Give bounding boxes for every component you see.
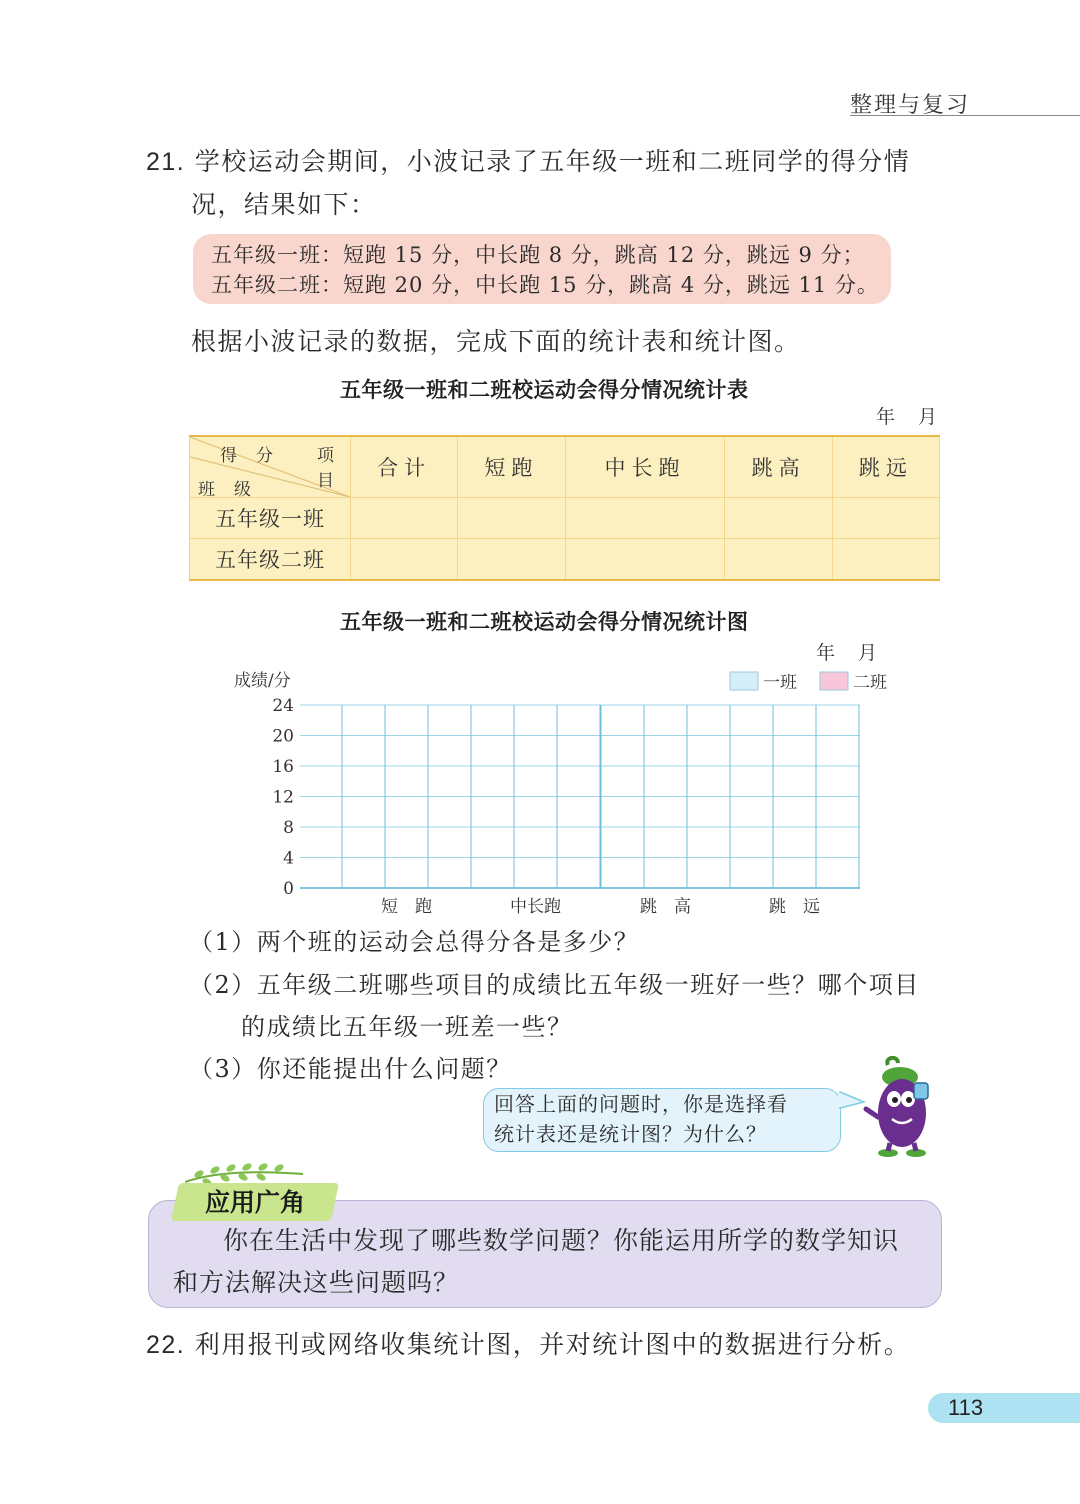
x-tick-label: 跳 远 [769,897,820,917]
speech-bubble [483,1088,841,1152]
table-cell[interactable] [458,539,565,581]
bar-chart [220,660,920,922]
table-title: 五年级一班和二班校运动会得分情况统计表 [340,378,749,402]
question-21-line1: 学校运动会期间，小波记录了五年级一班和二班同学的得分情 [194,147,911,176]
table-cell[interactable] [725,539,832,581]
table-cell[interactable] [351,539,458,581]
question-21-number: 21. [146,148,186,176]
corner-label-score: 得 分 [220,446,274,466]
sub-question-2-continued: 的成绩比五年级一班差一些？ [241,1013,573,1041]
column-header-total: 合计 [351,436,458,498]
eggplant-mascot-icon [858,1055,942,1160]
column-header-middle-distance: 中长跑 [565,436,725,498]
record-line-class1: 五年级一班：短跑 15 分，中长跑 8 分，跳高 12 分，跳远 9 分； [211,243,865,267]
header-rule [850,115,1080,116]
chart-title: 五年级一班和二班校运动会得分情况统计图 [340,610,749,634]
table-cell[interactable] [832,498,939,539]
question-21-line2: 况，结果如下： [191,190,377,219]
table-cell[interactable] [458,498,565,539]
column-header-long-jump: 跳远 [832,436,939,498]
sub-question-2-text: 五年级二班哪些项目的成绩比五年级一班好一些？哪个项目 [256,971,920,999]
record-box [193,234,891,304]
table-cell[interactable] [351,498,458,539]
page-number: 113 [948,1395,984,1420]
corner-label-item: 项 目 [317,446,353,491]
column-header-high-jump: 跳高 [725,436,832,498]
y-tick-label: 16 [272,757,294,777]
x-tick-label: 跳 高 [640,897,691,917]
question-21 [146,141,910,183]
question-22 [146,1324,910,1366]
table-cell[interactable] [832,539,939,581]
record-line-class2: 五年级二班：短跑 20 分，中长跑 15 分，跳高 4 分，跳远 11 分。 [211,273,879,297]
column-header-sprint: 短跑 [458,436,565,498]
legend-swatch [730,672,758,690]
y-axis-label: 成绩/分 [234,671,291,691]
speech-bubble-line2: 统计表还是统计图？为什么？ [494,1122,767,1146]
table-cell[interactable] [725,498,832,539]
section-title: 整理与复习 [850,93,971,118]
sub-question-1-text: 两个班的运动会总得分各是多少？ [256,928,640,956]
row-header-class2: 五年级二班 [190,539,351,581]
legend-label: 一班 [763,673,797,693]
y-tick-label: 12 [272,787,294,808]
row-header-class1: 五年级一班 [190,498,351,539]
y-tick-label: 4 [283,848,294,869]
sub-question-2-label: （2） [189,971,257,999]
sub-question-1-label: （1） [189,928,257,956]
sub-question-1 [189,921,639,963]
table-cell[interactable] [565,539,725,581]
question-22-text: 利用报刊或网络收集统计图，并对统计图中的数据进行分析。 [194,1330,911,1359]
question-22-number: 22. [146,1331,186,1359]
question-21-instruction: 根据小波记录的数据，完成下面的统计表和统计图。 [191,327,801,356]
application-corner-line2: 和方法解决这些问题吗？ [173,1268,460,1297]
corner-label-class: 班 级 [198,480,252,500]
application-corner-title: 应用广角 [205,1188,306,1217]
legend-swatch [820,672,848,690]
table-date-mark: 年 月 [876,406,940,428]
y-tick-label: 8 [283,818,294,838]
y-tick-label: 24 [272,696,294,716]
sub-question-3-text: 你还能提出什么问题？ [256,1055,512,1083]
application-corner-line1: 你在生活中发现了哪些数学问题？你能运用所学的数学知识 [223,1226,900,1255]
speech-bubble-line1: 回答上面的问题时，你是选择看 [494,1092,788,1116]
y-tick-label: 0 [283,879,294,899]
x-tick-label: 短 跑 [381,897,432,917]
statistics-table [189,435,940,581]
x-tick-label: 中长跑 [510,897,561,917]
legend-label: 二班 [853,673,887,693]
sub-question-3 [189,1048,512,1090]
table-corner-cell [190,436,351,498]
sub-question-2 [189,964,920,1006]
chart-date-mark: 年 月 [816,642,880,664]
table-cell[interactable] [565,498,725,539]
y-tick-label: 20 [272,726,294,747]
sub-question-3-label: （3） [189,1055,257,1083]
